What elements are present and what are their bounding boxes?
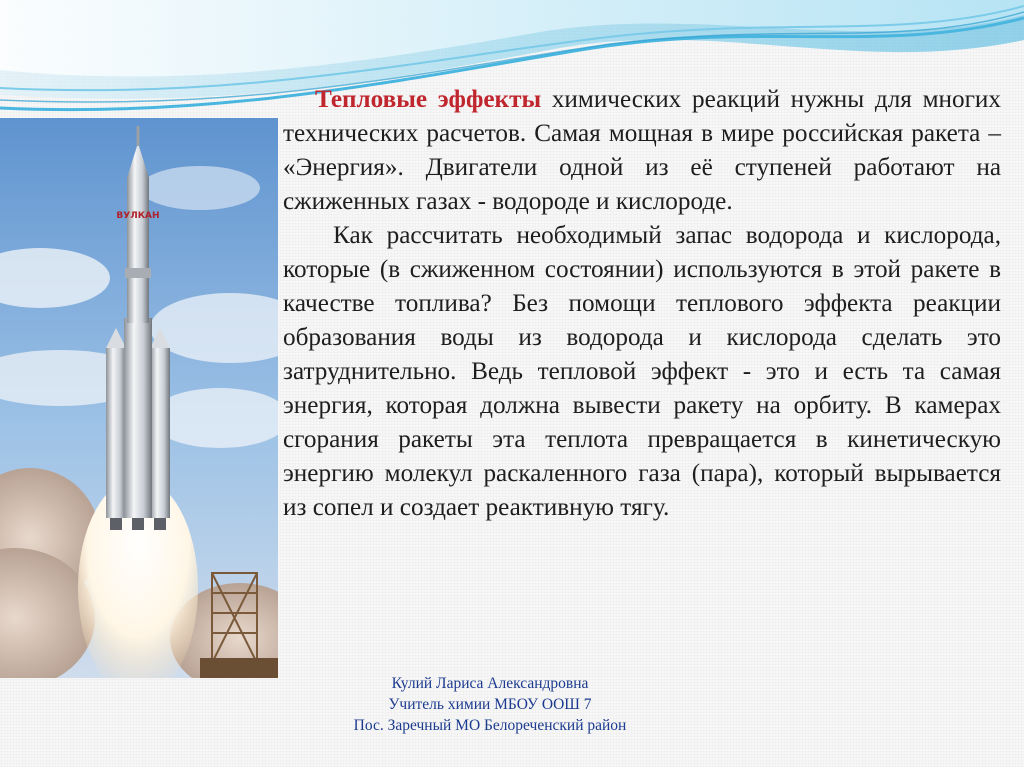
rocket-logo-text: ВУЛКАН [116,211,160,221]
author-location: Пос. Заречный МО Белореченский район [353,717,627,734]
author-position: Учитель химии МБОУ ООШ 7 [388,696,592,713]
paragraph-1-text: химических реакций нужны для многих технических расчетов. Самая мощная в мире российская ракета – «Энергия». Двигатели одной из её ступеней работают на сжиженных газах - водороде и кислороде. [283,86,1001,215]
highlight-term: Тепловые эффекты [315,86,542,113]
rocket-launch-photo [0,118,278,678]
author-credits [300,673,680,736]
paragraph-1 [283,83,1001,219]
author-name: Кулий Лариса Александровна [391,675,589,692]
paragraph-2: Как рассчитать необходимый запас водорода и кислорода, которые (в сжиженном состоянии) используются в этой ракете в качестве топлива? Без помощи теплового эффекта реакции образования воды из водорода и кислорода сделать это затруднительно. Ведь тепловой эффект - это и есть та самая энергия, которая должна вывести ракету на орбиту. В камерах сгорания ракеты эта теплота превращается в кинетическую энергию молекул раскаленного газа (пара), который вырывается из сопел и создает реактивную тягу. [283,222,1001,521]
main-text [283,83,1001,525]
